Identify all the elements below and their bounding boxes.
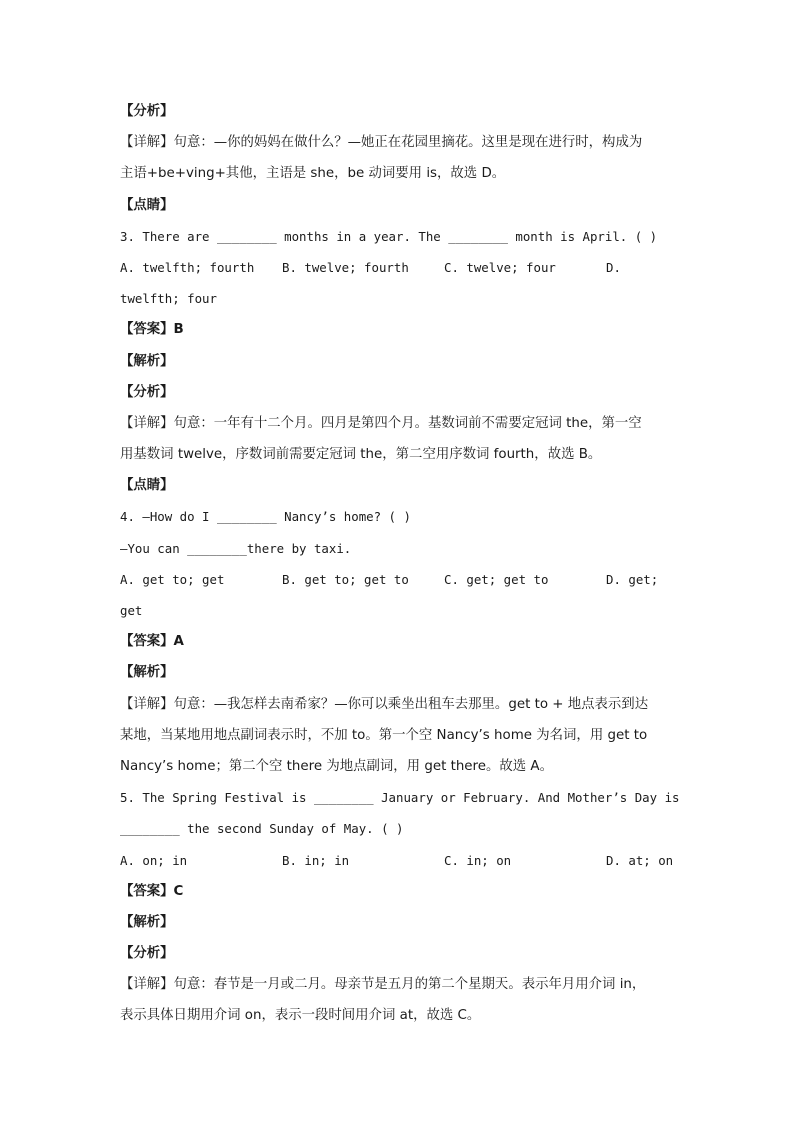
explanation-text: 【详解】句意：一年有十二个月。四月是第四个月。基数词前不需要定冠词 the，第一空 [120,415,642,431]
question-4-options [120,564,680,595]
explanation-text: Nancy’s home；第二个空 there 为地点副词，用 get there。故选 A。 [120,758,553,774]
explanation-text: 主语+be+ving+其他，主语是 she，be 动词要用 is，故选 D。 [120,166,506,182]
question-5-options [120,845,680,876]
question-5: 5. The Spring Festival is ________ January or February. And Mother’s Day is [120,790,680,806]
solution-label: 【解析】 [120,665,174,681]
explanation-text: 【详解】句意：—你的妈妈在做什么？—她正在花园里摘花。这里是现在进行时，构成为 [120,135,643,151]
analysis-label: 【分析】 [120,946,174,962]
option-b: B. get to; get to [282,571,409,587]
option-b: B. twelve; fourth [282,259,409,275]
explanation-text: 【详解】句意：—我怎样去南希家？—你可以乘坐出租车去那里。get to + 地点表示到达 [120,696,649,712]
option-d: D. [606,259,621,275]
question-3: 3. There are ________ months in a year. The ________ month is April. ( ) [120,228,658,244]
answer-label: 【答案】A [120,634,184,650]
explanation-text: 某地，当某地用地点副词表示时，不加 to。第一个空 Nancy’s home 为名词，用 get to [120,727,648,743]
comment-label: 【点睛】 [120,478,174,494]
answer-label: 【答案】B [120,322,184,338]
analysis-label: 【分析】 [120,384,174,400]
option-c: C. twelve; four [444,259,556,275]
question-4-reply: —You can ________there by taxi. [120,540,352,556]
explanation-text: 用基数词 twelve，序数词前需要定冠词 the，第二空用序数词 fourth，故选 B。 [120,447,602,463]
option-a: A. on; in [120,852,188,868]
option-d: D. get; [606,571,659,587]
option-d: D. at; on [606,852,674,868]
option-c: C. in; on [444,852,512,868]
explanation-text: 【详解】句意：春节是一月或二月。母亲节是五月的第二个星期天。表示年月用介词 in， [120,977,646,993]
option-b: B. in; in [282,852,350,868]
document-page [120,96,680,1032]
question-3-options [120,252,680,283]
answer-label: 【答案】C [120,883,184,899]
explanation-text: 表示具体日期用介词 on，表示一段时间用介词 at，故选 C。 [120,1008,481,1024]
solution-label: 【解析】 [120,914,174,930]
analysis-label: 【分析】 [120,104,174,119]
comment-label: 【点睛】 [120,197,174,213]
option-a: A. twelfth; fourth [120,259,255,275]
option-a: A. get to; get [120,571,225,587]
option-d-continued: twelfth; four [120,291,217,307]
solution-label: 【解析】 [120,353,174,369]
question-4: 4. —How do I ________ Nancy’s home? ( ) [120,509,411,525]
question-5-continued: ________ the second Sunday of May. ( ) [120,821,404,837]
option-d-continued: get [120,603,143,618]
option-c: C. get; get to [444,571,549,587]
